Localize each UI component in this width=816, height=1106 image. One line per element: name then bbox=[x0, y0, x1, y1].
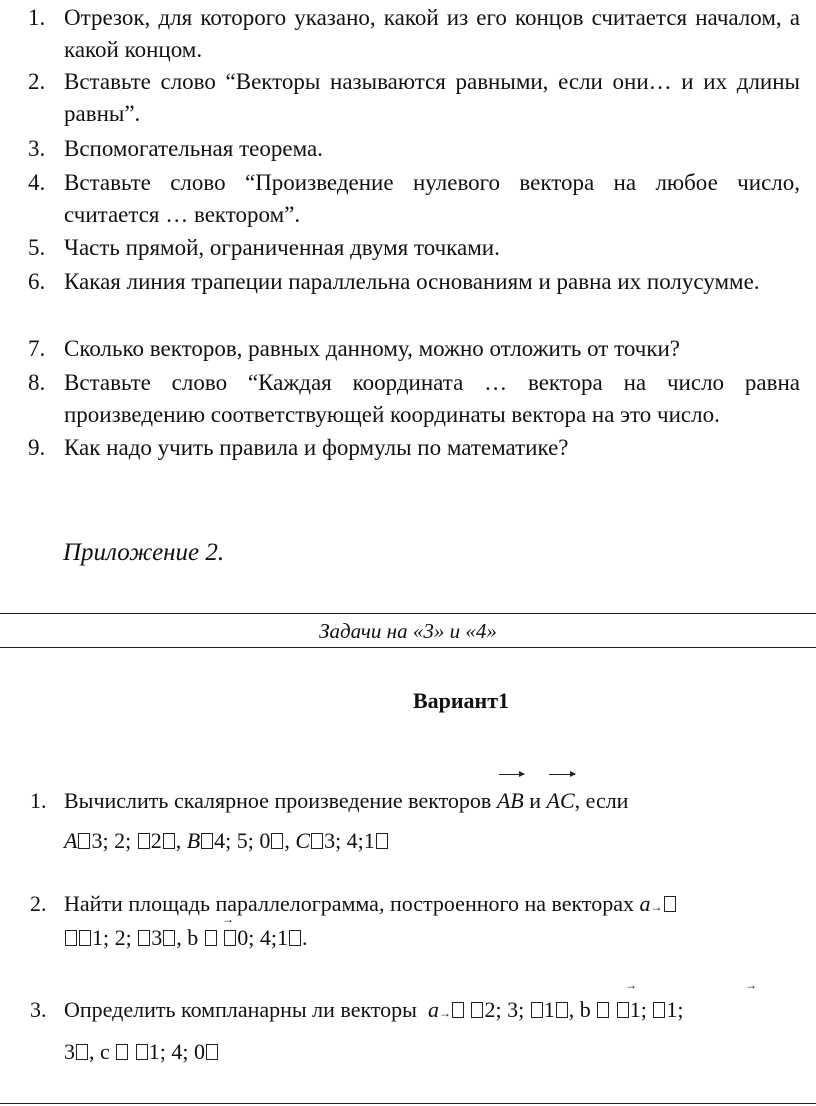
vector-ac: AC bbox=[547, 786, 575, 816]
missing-glyph-icon bbox=[79, 930, 91, 946]
arrow-icon: → bbox=[222, 912, 234, 926]
task-1-line-2: A 3; 2; 2 , B 4; 5; 0 , C 3; 4;1 bbox=[64, 826, 389, 856]
task-2-line-1: Найти площадь параллелограмма, построенного на векторах a→ bbox=[64, 889, 677, 922]
missing-glyph-icon bbox=[78, 833, 90, 849]
missing-glyph-icon bbox=[76, 1044, 88, 1060]
task-1-line-1: Вычислить скалярное произведение векторов AB и AC, если bbox=[64, 786, 628, 816]
question-7: 7. Сколько векторов, равных данному, можно отложить от точки? bbox=[28, 336, 681, 361]
missing-glyph-icon bbox=[531, 1002, 543, 1018]
missing-glyph-icon bbox=[224, 930, 236, 946]
missing-glyph-icon bbox=[289, 930, 301, 946]
question-6: 6. Какая линия трапеции параллельна основаниям и равна их полусумме. bbox=[28, 269, 760, 294]
missing-glyph-icon bbox=[653, 1002, 665, 1018]
missing-glyph-icon bbox=[271, 833, 283, 849]
missing-glyph-icon bbox=[163, 833, 175, 849]
missing-glyph-icon bbox=[65, 930, 77, 946]
missing-glyph-icon bbox=[136, 1044, 148, 1060]
tasks-title: Задачи на «3» и «4» bbox=[319, 619, 497, 643]
missing-glyph-icon bbox=[201, 833, 213, 849]
missing-glyph-icon bbox=[452, 1002, 464, 1018]
divider-top bbox=[0, 613, 816, 614]
divider-middle bbox=[0, 647, 816, 648]
question-5: 5. Часть прямой, ограниченная двумя точками. bbox=[28, 235, 500, 260]
missing-glyph-icon bbox=[597, 1002, 609, 1018]
missing-glyph-icon bbox=[116, 1044, 128, 1060]
question-2: 2. Вставьте слово “Векторы называются равными, если они… и их длины равны”. bbox=[28, 69, 800, 126]
missing-glyph-icon bbox=[138, 833, 150, 849]
task-3-line-2: 3 , c 1; 4; 0 bbox=[64, 1037, 219, 1067]
vector-ab: AB bbox=[497, 786, 524, 816]
missing-glyph-icon bbox=[617, 1002, 629, 1018]
arrow-icon bbox=[549, 774, 575, 775]
missing-glyph-icon bbox=[311, 833, 323, 849]
missing-glyph-icon bbox=[205, 930, 217, 946]
arrow-icon: → bbox=[650, 900, 663, 914]
missing-glyph-icon bbox=[138, 930, 150, 946]
question-1: 1. Отрезок, для которого указано, какой из его концов считается началом, а какой концом. bbox=[28, 5, 800, 62]
missing-glyph-icon bbox=[206, 1044, 218, 1060]
variant-title: Вариант1 bbox=[412, 688, 510, 713]
missing-glyph-icon bbox=[664, 896, 676, 912]
task-2-line-2: 1; 2; 3 , b 0; 4;1 . bbox=[64, 923, 307, 953]
arrow-icon: → bbox=[625, 978, 637, 992]
missing-glyph-icon bbox=[556, 1002, 568, 1018]
task-3-line-1: Определить компланарны ли векторы a→ 2; 3; 1 , b 1; 1; bbox=[64, 997, 684, 1022]
question-9: 9. Как надо учить правила и формулы по математике? bbox=[28, 435, 569, 460]
question-8: 8. Вставьте слово “Каждая координата … вектора на число равна произведению соответствующей координаты вектора на это число. bbox=[28, 370, 800, 427]
arrow-icon: → bbox=[438, 1006, 451, 1020]
question-3: 3. Вспомогательная теорема. bbox=[28, 136, 323, 161]
missing-glyph-icon bbox=[471, 1002, 483, 1018]
appendix-title: Приложение 2. bbox=[63, 539, 225, 566]
missing-glyph-icon bbox=[376, 833, 388, 849]
missing-glyph-icon bbox=[163, 930, 175, 946]
arrow-icon bbox=[499, 774, 524, 775]
question-4: 4. Вставьте слово “Произведение нулевого вектора на любое число, считается … вектором”. bbox=[28, 170, 800, 227]
arrow-icon: → bbox=[745, 978, 757, 992]
divider-bottom bbox=[0, 1103, 816, 1104]
